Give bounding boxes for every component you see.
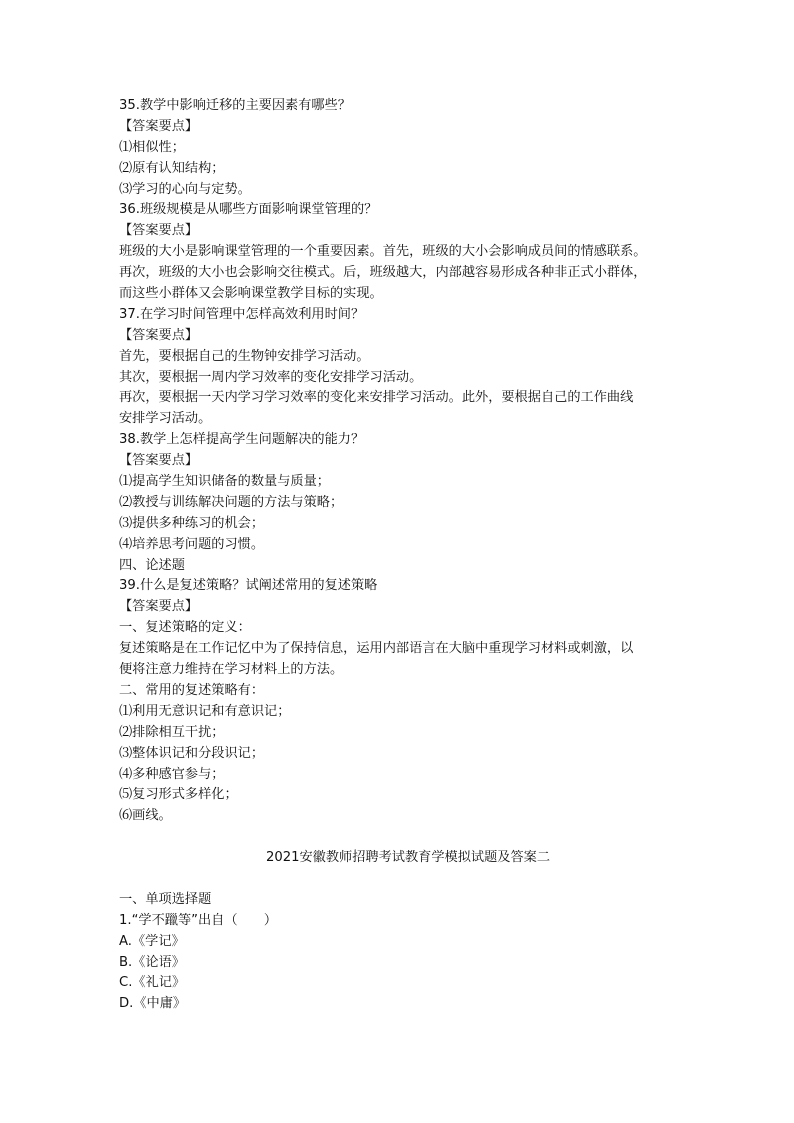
answer-paragraph-line: 复述策略是在工作记忆中为了保持信息，运用内部语言在大脑中重现学习材料或刺激，以 (119, 641, 634, 657)
answer-paragraph-line: 再次，要根据一天内学习学习效率的变化来安排学习活动。此外，要根据自己的工作曲线 (119, 390, 634, 406)
answer-paragraph-line: 安排学习活动。 (119, 411, 212, 427)
answer-item: ⑴提高学生知识储备的数量与质量； (119, 474, 330, 490)
answer-paragraph-line: 再次，班级的大小也会影响交往模式。后，班级越大，内部越容易形成各种非正式小群体， (119, 265, 647, 281)
answer-subheading: 二、常用的复述策略有： (119, 682, 265, 698)
answer-paragraph-line: 而这些小群体又会影响课堂教学目标的实现。 (119, 286, 383, 302)
option-b: B.《论语》 (119, 954, 185, 970)
option-d: D.《中庸》 (119, 996, 187, 1012)
exam-title: 2021安徽教师招聘考试教育学模拟试题及答案二 (265, 850, 551, 866)
answer-key-heading: 【答案要点】 (119, 118, 199, 134)
question-37: 37.在学习时间管理中怎样高效利用时间？ (119, 306, 365, 322)
answer-item: ⑸复习形式多样化； (119, 787, 238, 803)
document-body (119, 96, 679, 1015)
answer-item: ⑴相似性； (119, 139, 185, 155)
answer-key-heading: 【答案要点】 (119, 223, 199, 239)
question-36: 36.班级规模是从哪些方面影响课堂管理的？ (119, 202, 378, 218)
answer-key-heading: 【答案要点】 (119, 327, 199, 343)
question-35: 35.教学中影响迁移的主要因素有哪些？ (119, 98, 351, 113)
answer-key-heading: 【答案要点】 (119, 599, 199, 615)
section-heading-essay: 四、论述题 (119, 557, 185, 573)
answer-paragraph-line: 首先，要根据自己的生物钟安排学习活动。 (119, 348, 370, 364)
answer-item: ⑶整体识记和分段识记； (119, 745, 265, 761)
option-c: C.《礼记》 (119, 975, 186, 991)
answer-key-heading: 【答案要点】 (119, 453, 199, 469)
answer-paragraph-line: 便将注意力维持在学习材料上的方法。 (119, 662, 344, 678)
answer-paragraph-line: 其次，要根据一周内学习效率的变化安排学习活动。 (119, 369, 423, 385)
question-1: 1.“学不躐等”出自（ ） (119, 912, 278, 928)
answer-item: ⑷培养思考问题的习惯。 (119, 536, 265, 552)
answer-item: ⑷多种感官参与； (119, 766, 225, 782)
answer-item: ⑶学习的心向与定势。 (119, 181, 251, 197)
answer-item: ⑴利用无意识记和有意识记； (119, 703, 291, 719)
answer-item: ⑹画线。 (119, 808, 172, 824)
question-38: 38.教学上怎样提高学生问题解决的能力？ (119, 432, 365, 448)
option-a: A.《学记》 (119, 933, 185, 949)
answer-item: ⑵教授与训练解决问题的方法与策略； (119, 494, 344, 510)
section-heading-single-choice: 一、单项选择题 (119, 891, 212, 907)
spacer (119, 827, 679, 848)
answer-item: ⑵排除相互干扰； (119, 724, 225, 740)
answer-subheading: 一、复述策略的定义： (119, 620, 251, 636)
spacer (119, 869, 679, 890)
answer-item: ⑶提供多种练习的机会； (119, 515, 265, 531)
question-39: 39.什么是复述策略？试阐述常用的复述策略 (119, 578, 378, 594)
answer-item: ⑵原有认知结构； (119, 160, 225, 176)
answer-paragraph-line: 班级的大小是影响课堂管理的一个重要因素。首先，班级的大小会影响成员间的情感联系。 (119, 244, 647, 260)
